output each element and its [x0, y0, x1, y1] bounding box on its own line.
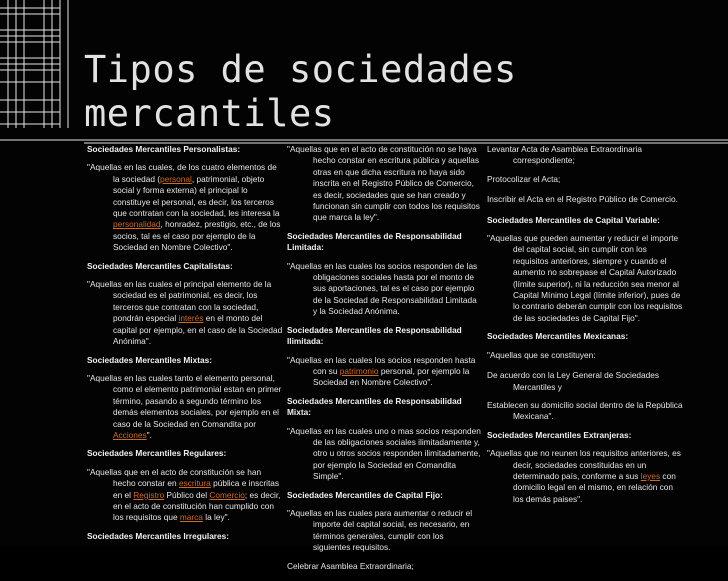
text-run: "Aquellas en las cuales los socios responden hasta con su — [287, 354, 476, 376]
text-run: "Aquellas en las cuales tanto el elemento personal, como el elemento patrimonial estan en primer término, pasando a segundo término los demás elementos sociales, por ejemplo en el caso de la Sociedad en Comandita por — [87, 372, 282, 429]
text-run: , honradez, prestigio, etc., de los socios, tal es el caso por ejemplo de la Sociedad en Nombre Colectivo". — [113, 219, 281, 253]
inline-link[interactable]: patrimonio — [339, 365, 379, 376]
text-run: personal, por ejemplo la Sociedad en Nombre Colectivo". — [313, 365, 470, 388]
section-heading: Sociedades Mercantiles de Responsabilidad Limitada: — [287, 230, 462, 253]
inline-link[interactable]: Registro — [133, 489, 165, 500]
section-heading: Sociedades Mercantiles de Capital Fijo: — [287, 489, 443, 500]
section-heading: Sociedades Mercantiles de Responsabilidad Ilimitada: — [287, 324, 462, 347]
paragraph — [87, 467, 283, 524]
paragraph — [287, 144, 483, 224]
text-run: "Aquellas que en el acto de constitución no se haya hecho constar en escritura pública y aquellas otras en que dicha escritura no haya sido inscrita en el Registro Público de Comercio, es decir, sociedades que se han creado y funcionan sin cumplir con todos los requisitos que marca la ley". — [287, 144, 480, 223]
text-run: pública e inscritas en el — [113, 478, 280, 500]
text-run: , patrimonial, objeto social y forma externa) el principal lo constituye el personal, es decir, los terceros que contratan con la sociedad, les interesa la — [113, 173, 280, 219]
paragraph — [487, 370, 683, 393]
inline-link[interactable]: Comercio — [209, 489, 245, 500]
text-run: "Aquellas en las cuales para aumentar o reducir el importe del capital social, es necesario, en términos generales, cumplir con los siguientes requisitos. — [287, 507, 473, 553]
text-run: "Aquellas en las cuales, de los cuatro elementos de la sociedad ( — [87, 162, 277, 184]
list-item: Inscribir el Acta en el Registro Público de Comercio. — [487, 194, 678, 205]
inline-link[interactable]: leyes — [640, 470, 661, 481]
paragraph — [487, 400, 683, 423]
inline-link[interactable]: personal — [160, 173, 192, 184]
paragraph — [487, 144, 683, 167]
inline-link[interactable]: personalidad — [113, 219, 161, 230]
section-heading: Sociedades Mercantiles Mixtas: — [87, 354, 212, 365]
paragraph — [87, 279, 283, 347]
inline-link[interactable]: escritura — [178, 478, 211, 489]
text-run: ; es decir, en el acto de constitución han cumplido con los requisitos que — [113, 489, 281, 523]
text-run: Levantar Acta de Asamblea Extraordinaria correspondiente; — [487, 144, 642, 166]
paragraph — [87, 162, 283, 253]
list-item: Protocolizar el Acta; — [487, 173, 561, 184]
section-heading: Sociedades Mercantiles Extranjeras: — [487, 429, 632, 440]
paragraph — [87, 373, 283, 441]
text-run: la ley". — [202, 512, 230, 523]
paragraph — [287, 508, 483, 554]
text-column-1 — [87, 144, 283, 549]
section-heading: Sociedades Mercantiles Personalistas: — [87, 144, 241, 154]
section-heading: Sociedades Mercantiles de Responsabilidad Mixta: — [287, 395, 462, 418]
slide-title: Tipos de sociedades mercantiles — [84, 48, 517, 135]
text-run: "Aquellas que pueden aumentar y reducir el importe del capital social, sin cumplir con los requisitos anteriores, siempre y cuando el aumento no sobrepase el Capital Autorizado (límite superior), ni la reducción sea menor al Capital Mínimo Legal (límite inferior), pues de lo contrario deberán cumplir con los requisitos de las sociedades de Capital Fijo". — [487, 233, 683, 323]
text-run: "Aquellas en las cuales el principal elemento de la sociedad es el patrimonial, es decir, los terceros que contratan con la sociedad, pondrán especial — [87, 279, 272, 324]
text-run: ". — [146, 429, 152, 440]
section-heading: Sociedades Mercantiles Regulares: — [87, 448, 227, 459]
paragraph — [287, 261, 483, 318]
section-heading: Sociedades Mercantiles de Capital Variable: — [487, 214, 660, 225]
text-run: en el monto del capital por ejemplo, en el caso de la Sociedad Anónima". — [113, 313, 283, 347]
text-run: con domicilio legal en el mismo, en relación con los demás paises". — [513, 470, 676, 504]
list-item: Celebrar Asamblea Extraordinaria; — [287, 560, 414, 571]
text-column-2 — [287, 144, 483, 581]
text-run: "Aquellas en las cuales los socios responden de las obligaciones sociales hasta por el monto de sus aportaciones, tal es el caso por ejemplo de la Sociedad de Responsabilidad Limitada y la Sociedad Anónima. — [287, 260, 478, 317]
inline-link[interactable]: marca — [179, 512, 203, 523]
inline-link[interactable]: Acciones — [113, 429, 147, 440]
paragraph — [487, 448, 683, 505]
text-column-3 — [487, 144, 683, 512]
text-run: De acuerdo con la Ley General de Sociedades Mercantiles y — [487, 370, 660, 392]
inline-link[interactable]: interés — [178, 313, 204, 324]
text-run: "Aquellas que no reunen los requisitos anteriores, es decir, sociedades constituidas en un determinado país, conforme a sus — [487, 448, 681, 481]
text-run: Establecen su domicilio social dentro de la República Mexicana". — [487, 399, 683, 422]
paragraph — [287, 355, 483, 389]
list-item: "Aquellas que se constituyen: — [487, 349, 596, 360]
section-heading: Sociedades Mercantiles Capitalistas: — [87, 260, 233, 271]
text-run: "Aquellas en las cuales uno o mas socios responden de las obligaciones sociales ilimitadamente y, otro u otros socios responden ilimitadamente, por ejemplo la Sociedad en Comandita Simple". — [287, 425, 481, 482]
section-heading: Sociedades Mercantiles Irregulares: — [87, 530, 230, 541]
paragraph — [287, 426, 483, 483]
section-heading: Sociedades Mercantiles Mexicanas: — [487, 331, 629, 342]
text-run: Público del — [164, 489, 210, 500]
text-run: "Aquellas que en el acto de constitución se han hecho constar en — [87, 466, 262, 489]
paragraph — [487, 233, 683, 324]
